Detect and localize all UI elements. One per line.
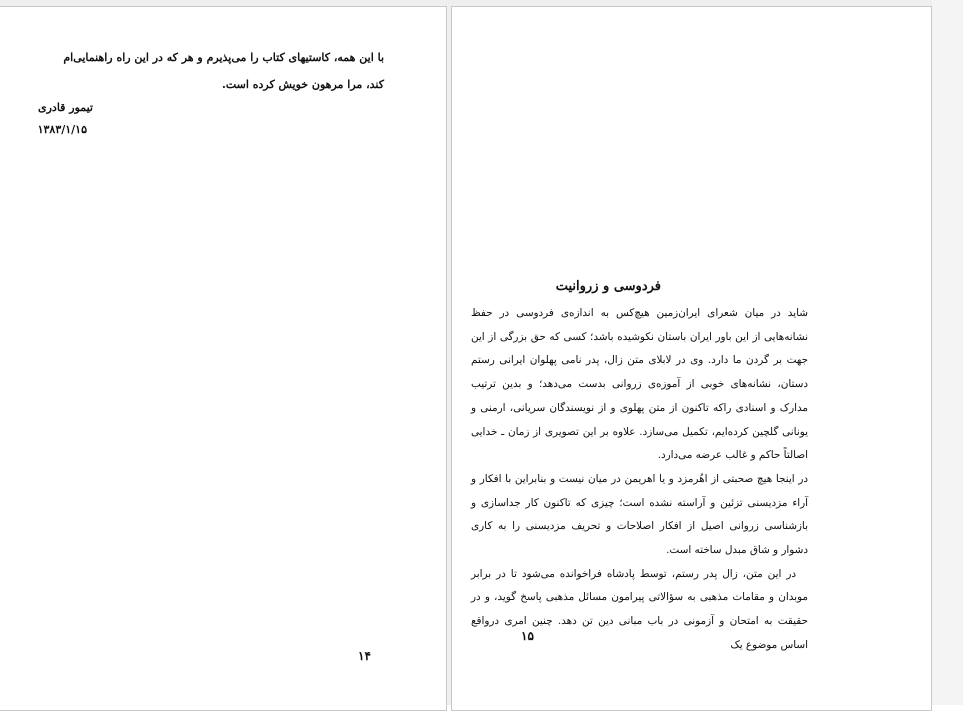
- body-paragraph-2: در اینجا هیچ صحبتی از اهُرمزد و یا اهریمن در میان نیست و بنابراین با افکار و آراء مزدیسنی تزئین و آراسته نشده است؛ چیزی که تاکنون کار جداسازی و بازشناسی زروانی اصیل از افکار اصلاحات و تحریف مزدیسنی را به کاری دشوار و شاق مبدل ساخته است.: [471, 472, 808, 557]
- body-paragraph-3: در این متن، زال پدر رستم، توسط پادشاه فراخوانده می‌شود تا در برابر موبدان و مقامات مذهبی به سؤالاتی پیرامون مسائل مذهبی پاسخ گوید، و در حقیقت به امتحان و آزمونی در باب مبانی دین تن دهد. چنین امری درواقع اساس موضوع یک: [471, 567, 808, 651]
- body-paragraph-1: شاید در میان شعرای ایران‌زمین هیچ‌کس به اندازه‌ی فردوسی در حفظ نشانه‌هایی از این باور ایران باستان نکوشیده باشد؛ کسی که حق بزرگی از این جهت بر گردن ما دارد. وی در لابلای متن زال، پدر نامی پهلوان ایرانی رستم دستان، نشانه‌های خوبی از آموزه‌ی زروانی بدست می‌دهد؛ و بدین ترتیب مدارک و اسنادی راکه تاکنون از متن پهلوی و از نویسندگان سریانی، ارمنی و یونانی گلچین کرده‌ایم، تکمیل می‌سازد. علاوه بر این تصویری از زمان ـ خدایی اصالتاً حاکم و غالب عرضه می‌دارد.: [471, 307, 808, 462]
- author-signature: تیمور قادری: [38, 101, 93, 114]
- page-number-left: ۱۴: [358, 649, 371, 663]
- preface-closing-paragraph: با این همه، کاستیهای کتاب را می‌پذیرم و هر که در این راه راهنمایی‌ام کند، مرا مرهون خویش کرده است.: [63, 51, 384, 91]
- page-number-right: ۱۵: [521, 629, 534, 643]
- preface-date: ۱۳۸۳/۱/۱۵: [37, 123, 87, 136]
- section-heading: فردوسی و زروانیت: [555, 279, 661, 294]
- section-body: [471, 302, 808, 658]
- viewer-scroll-area[interactable]: [932, 0, 963, 705]
- left-page: [0, 6, 447, 711]
